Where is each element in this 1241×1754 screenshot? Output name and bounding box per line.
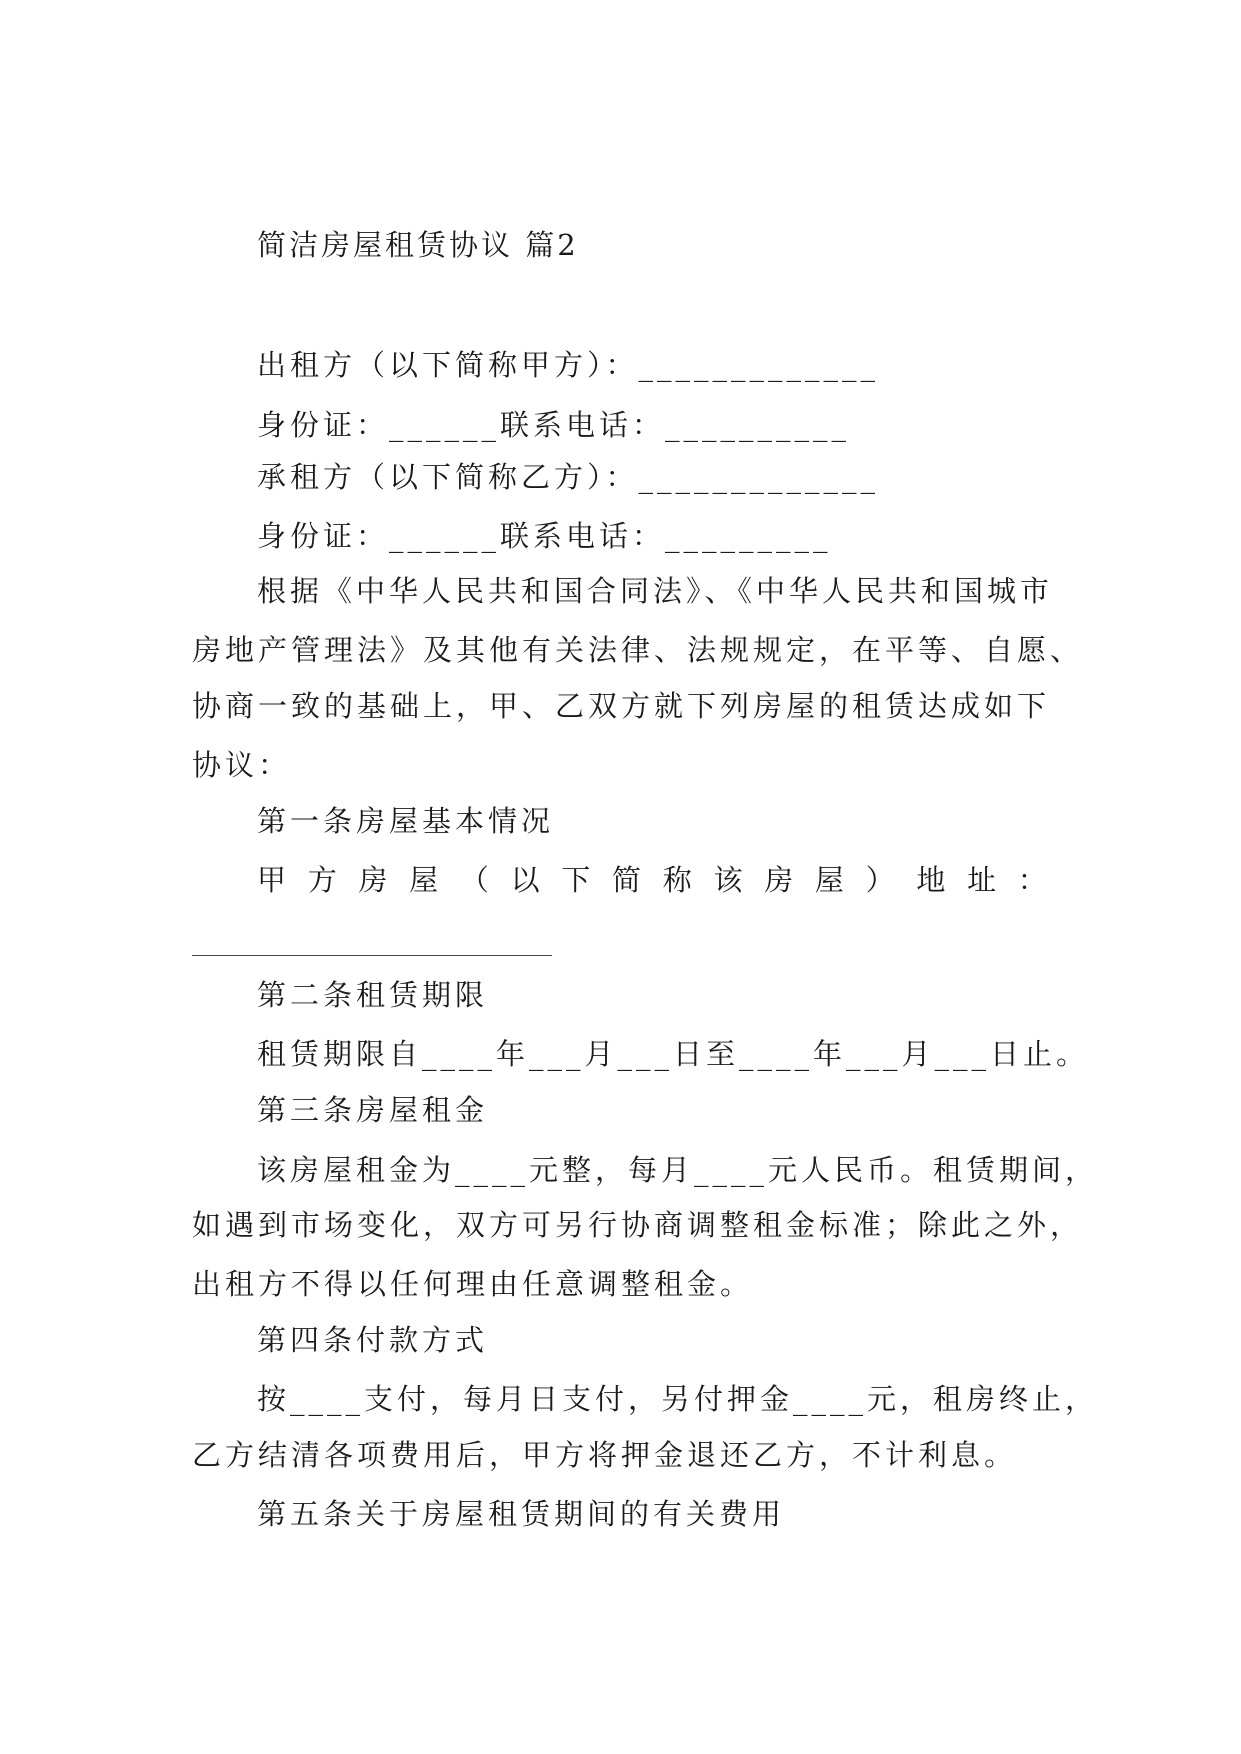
article-3-body-1: 该房屋租金为____元整，每月____元人民币。租赁期间， bbox=[257, 1153, 1099, 1187]
address-line-char: （ bbox=[459, 863, 489, 897]
article-2-heading: 第二条租赁期限 bbox=[257, 978, 489, 1012]
preamble-line-2: 房地产管理法》及其他有关法律、法规规定，在平等、自愿、 bbox=[192, 633, 1084, 667]
lessee-line: 承租方（以下简称乙方）：_____________ bbox=[257, 460, 880, 494]
lessor-id-line: 身份证：______联系电话：__________ bbox=[257, 408, 851, 442]
document-title: 简洁房屋租赁协议 篇2 bbox=[257, 228, 579, 262]
address-line-char: 甲 bbox=[257, 863, 287, 897]
address-line-char: 屋 bbox=[409, 863, 439, 897]
article-3-body-2: 如遇到市场变化，双方可另行协商调整租金标准；除此之外， bbox=[192, 1208, 1084, 1242]
article-4-body-2: 乙方结清各项费用后，甲方将押金退还乙方，不计利息。 bbox=[192, 1438, 1018, 1472]
article-5-heading: 第五条关于房屋租赁期间的有关费用 bbox=[257, 1497, 786, 1531]
article-3-heading: 第三条房屋租金 bbox=[257, 1093, 489, 1127]
address-line-char: ： bbox=[1017, 863, 1047, 897]
article-1-heading: 第一条房屋基本情况 bbox=[257, 804, 555, 838]
article-1-address-line bbox=[257, 860, 1047, 900]
address-line-char: ） bbox=[865, 863, 895, 897]
preamble-line-3: 协商一致的基础上，甲、乙双方就下列房屋的租赁达成如下 bbox=[192, 689, 1051, 723]
address-line-char: 房 bbox=[764, 863, 794, 897]
address-line-char: 简 bbox=[612, 863, 642, 897]
address-line-char: 该 bbox=[713, 863, 743, 897]
address-blank-rule bbox=[192, 955, 552, 956]
article-4-body-1: 按____支付，每月日支付，另付押金____元，租房终止， bbox=[257, 1382, 1099, 1416]
address-line-char: 以 bbox=[510, 863, 540, 897]
address-line-char: 房 bbox=[358, 863, 388, 897]
lessor-line: 出租方（以下简称甲方）：_____________ bbox=[257, 348, 880, 382]
lessee-id-line: 身份证：______联系电话：_________ bbox=[257, 519, 832, 553]
address-line-char: 下 bbox=[561, 863, 591, 897]
preamble-line-4: 协议： bbox=[192, 748, 292, 782]
article-2-body: 租赁期限自____年___月___日至____年___月___日止。 bbox=[257, 1037, 1090, 1071]
article-4-heading: 第四条付款方式 bbox=[257, 1323, 489, 1357]
preamble-line-1: 根据《中华人民共和国合同法》、《中华人民共和国城市 bbox=[257, 574, 1054, 608]
address-line-char: 屋 bbox=[814, 863, 844, 897]
address-line-char: 地 bbox=[916, 863, 946, 897]
address-line-char: 称 bbox=[662, 863, 692, 897]
address-line-char: 方 bbox=[307, 863, 337, 897]
article-3-body-3: 出租方不得以任何理由任意调整租金。 bbox=[192, 1267, 754, 1301]
address-line-char: 址 bbox=[967, 863, 997, 897]
